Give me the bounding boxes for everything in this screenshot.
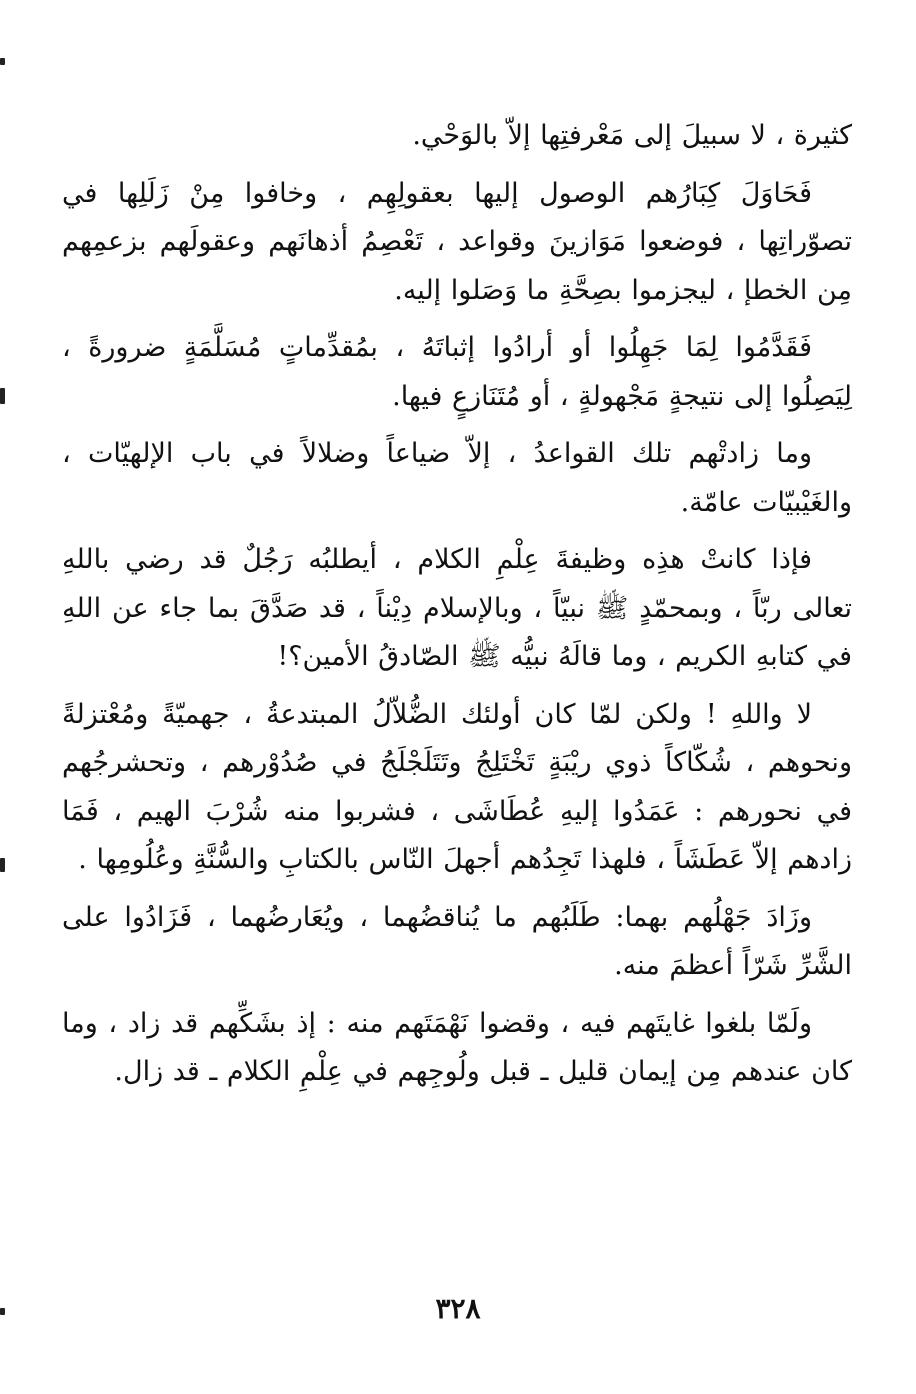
paragraph-3: فَقَدَّمُوا لِمَا جَهِلُوا أو أرادُوا إثباتَهُ ، بمُقدِّماتٍ مُسَلَّمَةٍ ضرورةً ، لِيَصِلُوا إلى نتيجةٍ مَجْهولةٍ ، أو مُتَنَازعٍ فيها. [62,332,852,412]
page-number: ٣٢٨ [435,1292,481,1325]
paragraph-5: فإذا كانتْ هذِه وظيفةَ عِلْمِ الكلام ، أيطلبُه رَجُلٌ قد رضي باللهِ تعالى ربّاً ، وبمحمّدٍ ﷺ نبيّاً ، وبالإسلام دِيْناً ، قد صَدَّقَ بما جاء عن اللهِ في كتابهِ الكريم ، وما قالَهُ نبيُّه ﷺ الصّادقُ الأمين؟! [62,544,852,672]
scan-edge-mark-top [0,58,5,65]
page-body [62,112,852,1097]
paragraph-2: فَحَاوَلَ كِبَارُهم الوصول إليها بعقولِهِم ، وخافوا مِنْ زَلَلِها في تصوّراتِها ، فوضعوا مَوَازينَ وقواعد ، تَعْصِمُ أذهانَهم وعقولَهم بزعمِهم مِن الخطإ ، ليجزموا بصِحَّةِ ما وَصَلوا إليه. [62,177,852,306]
scan-edge-mark-middle [0,858,5,872]
paragraph-1: كثيرة ، لا سبيلَ إلى مَعْرفتِها إلاّ بالوَحْي. [412,120,852,151]
paragraph-8: ولَمّا بلغوا غايتَهم فيه ، وقضوا نَهْمَتَهم منه : إذ بشَكِّهم قد زاد ، وما كان عندهم مِن إيمان قليل ـ قبل ولُوجِهم في عِلْمِ الكلام ـ قد زال. [62,1007,852,1087]
paragraph-4: وما زادتْهم تلك القواعدُ ، إلاّ ضياعاً وضلالاً في باب الإلهيّات ، والغَيْبيّات عامّة. [62,438,852,518]
paragraph-6: لا واللهِ ! ولكن لمّا كان أولئك الضُّلاّلُ المبتدعةُ ، جهميّةً ومُعْتزلةً ونحوهم ، شُكّاكاً ذوي ريْبَةٍ تَخْتَلِجُ وتَتَلَجْلَجُ في صُدُوْرهم ، وتحشرجُهم في نحورهم : عَمَدُوا إليهِ عُطَاشَى ، فشربوا منه شُرْبَ الهيم ، فَمَا زادهم إلاّ عَطَشَاً ، فلهذا تَجِدُهم أجهلَ النّاس بالكتابِ والسُّنَّةِ وعُلُومِها . [62,698,852,875]
paragraph-7: وزَادَ جَهْلُهم بهما: طَلَبُهم ما يُناقضُهما ، ويُعَارضُهما ، فَزَادُوا على الشَّرِّ شَرّاً أعظمَ منه. [62,901,852,981]
scan-edge-mark-upper [0,388,5,404]
